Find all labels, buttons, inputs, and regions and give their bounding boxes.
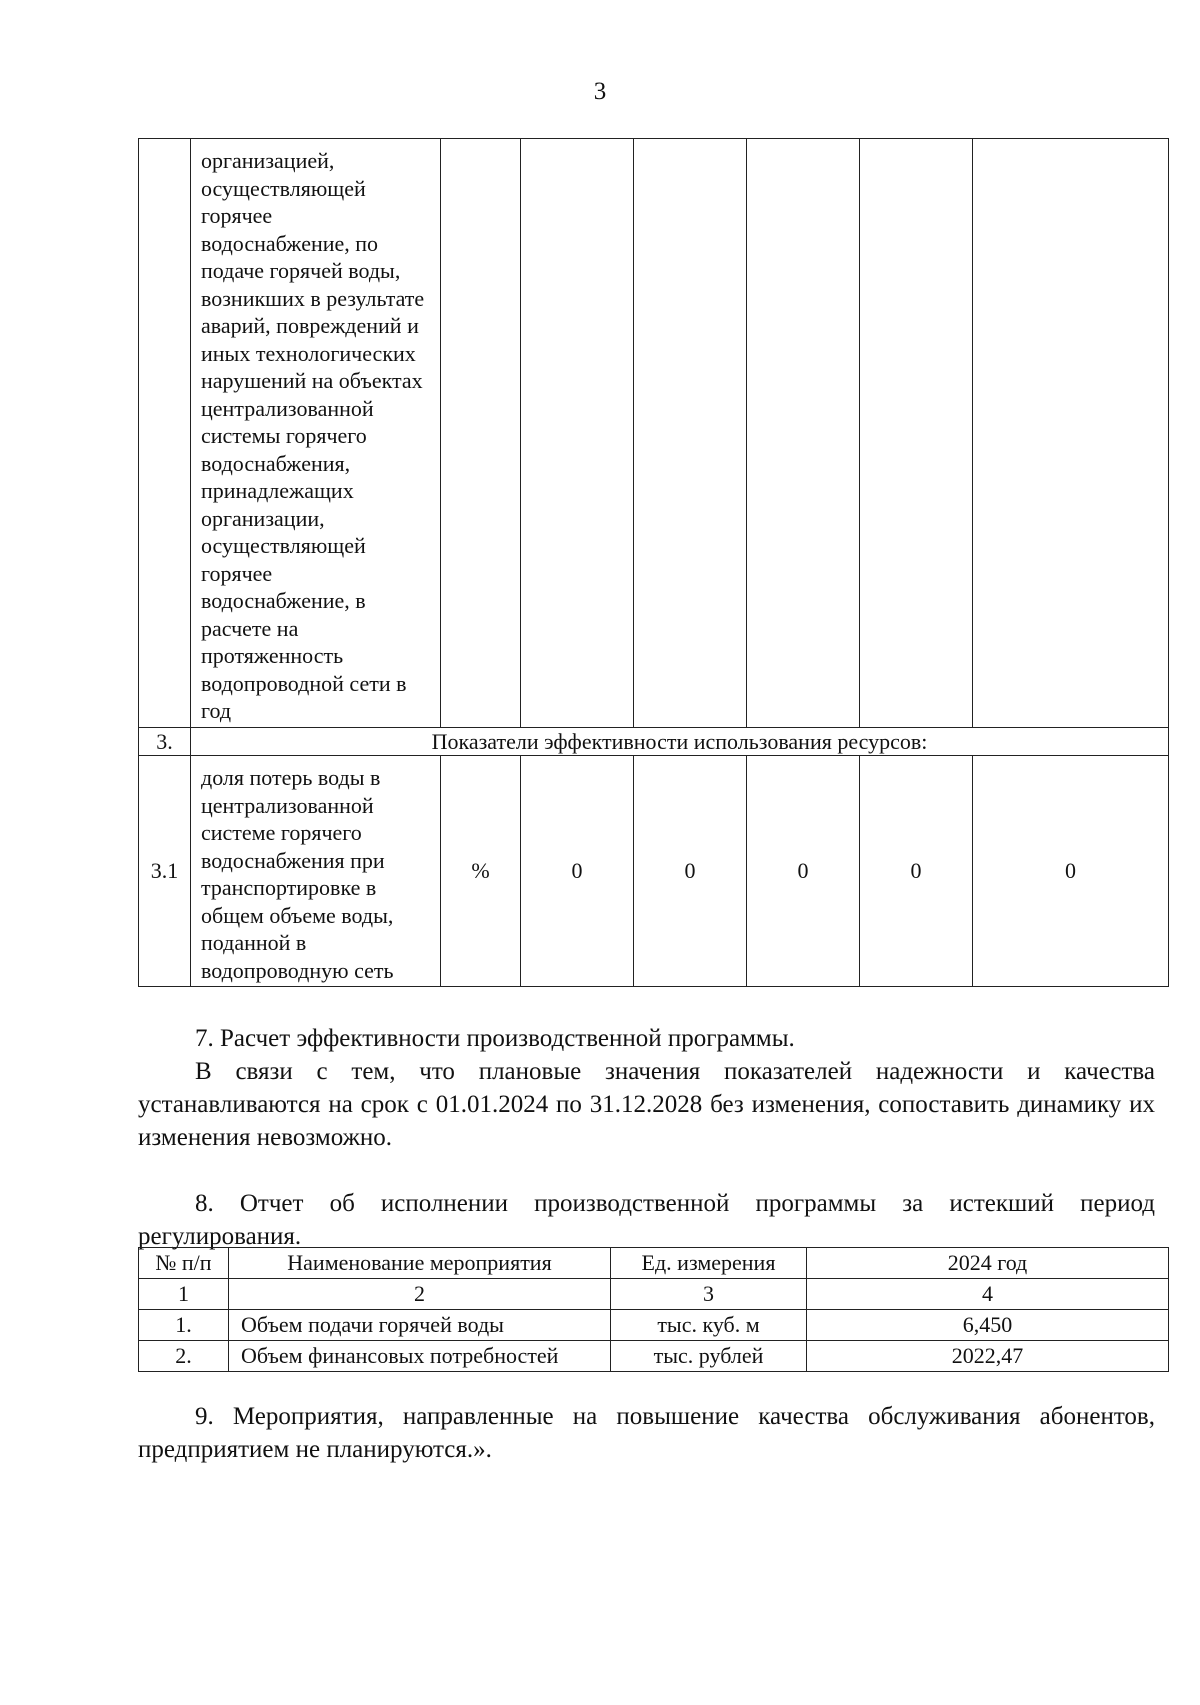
description-line: водоснабжение, по: [201, 230, 379, 256]
value-cell: [747, 139, 860, 728]
description-line: водоснабжения,: [201, 450, 351, 476]
unit-cell: %: [441, 756, 521, 987]
index-cell: 3: [611, 1279, 807, 1310]
unit-cell: [441, 139, 521, 728]
table-row: [139, 1341, 1169, 1372]
description-line: общем объеме воды,: [201, 902, 394, 928]
section-number: 3.: [139, 727, 191, 756]
header-cell: Наименование мероприятия: [229, 1248, 611, 1279]
row-number-cell: 3.1: [139, 756, 191, 987]
activity-name-cell: Объем финансовых потребностей: [229, 1341, 611, 1372]
description-line: организации,: [201, 505, 325, 531]
header-cell: № п/п: [139, 1248, 229, 1279]
description-line: осуществляющей: [201, 533, 366, 558]
description-line: нарушений на объектах: [201, 368, 423, 393]
value-cell: [521, 139, 634, 728]
description-line: принадлежащих: [201, 478, 354, 503]
index-cell: 1: [139, 1279, 229, 1310]
description-line: системы горячего: [201, 423, 367, 448]
description-line: организацией,: [201, 148, 335, 173]
value-cell: [634, 139, 747, 728]
table-row-continued: [139, 139, 1169, 728]
description-line: протяженность: [201, 643, 344, 668]
description-line: горячее: [201, 203, 273, 228]
section-title: Показатели эффективности использования ресурсов:: [191, 727, 1169, 756]
row-number-cell: 1.: [139, 1310, 229, 1341]
description-line: системе горячего: [201, 820, 362, 845]
description-line: горячее: [201, 560, 273, 586]
description-line: водопроводную сеть: [201, 957, 394, 983]
description-line: возникших в результате: [201, 285, 425, 311]
description-line: водоснабжение, в: [201, 588, 366, 613]
table-row: [139, 1310, 1169, 1341]
description-line: подаче горячей воды,: [201, 258, 401, 283]
value-cell: 0: [860, 756, 973, 987]
description-line: осуществляющей: [201, 175, 366, 201]
indicators-table: [138, 138, 1169, 987]
description-line: водопроводной сети в: [201, 670, 407, 696]
description-line: год: [201, 698, 232, 723]
description-line: доля потерь воды в: [201, 765, 381, 790]
table-header-row: [139, 1248, 1169, 1279]
indicator-description: [191, 139, 441, 728]
value-cell: 0: [521, 756, 634, 987]
description-line: водоснабжения при: [201, 847, 385, 873]
description-line: транспортировке в: [201, 875, 377, 900]
program-report-table: [138, 1247, 1169, 1372]
table-row-section-3: [139, 727, 1169, 756]
table-index-row: [139, 1279, 1169, 1310]
row-number-cell: 2.: [139, 1341, 229, 1372]
description-line: поданной в: [201, 930, 307, 955]
page-number: 3: [593, 78, 607, 105]
unit-cell: тыс. куб. м: [611, 1310, 807, 1341]
section-8-heading: 8. Отчет об исполнении производственной программы за истекший период регулирования.: [138, 1190, 1155, 1250]
row-number-cell: [139, 139, 191, 728]
index-cell: 4: [807, 1279, 1169, 1310]
activity-name-cell: Объем подачи горячей воды: [229, 1310, 611, 1341]
description-line: централизованной: [201, 792, 374, 818]
value-cell: [973, 139, 1169, 728]
value-cell: 0: [973, 756, 1169, 987]
value-cell: 0: [634, 756, 747, 987]
header-cell: 2024 год: [807, 1248, 1169, 1279]
indicator-description: [191, 756, 441, 987]
header-cell: Ед. измерения: [611, 1248, 807, 1279]
description-line: иных технологических: [201, 340, 416, 366]
description-line: расчете на: [201, 615, 299, 641]
value-cell: [860, 139, 973, 728]
value-cell: 6,450: [807, 1310, 1169, 1341]
section-9-text: 9. Мероприятия, направленные на повышение качества обслуживания абонентов, предприятием не планируются.».: [138, 1403, 1155, 1463]
index-cell: 2: [229, 1279, 611, 1310]
description-line: централизованной: [201, 395, 374, 421]
unit-cell: тыс. рублей: [611, 1341, 807, 1372]
section-7-body: В связи с тем, что плановые значения показателей надежности и качества устанавливаются на срок с 01.01.2024 по 31.12.2028 без изменения, сопоставить динамику их изменения невозможно.: [138, 1058, 1155, 1151]
description-line: аварий, повреждений и: [201, 313, 419, 338]
table-row-3-1: [139, 756, 1169, 987]
section-7-heading: 7. Расчет эффективности производственной программы.: [195, 1025, 795, 1052]
value-cell: 0: [747, 756, 860, 987]
value-cell: 2022,47: [807, 1341, 1169, 1372]
